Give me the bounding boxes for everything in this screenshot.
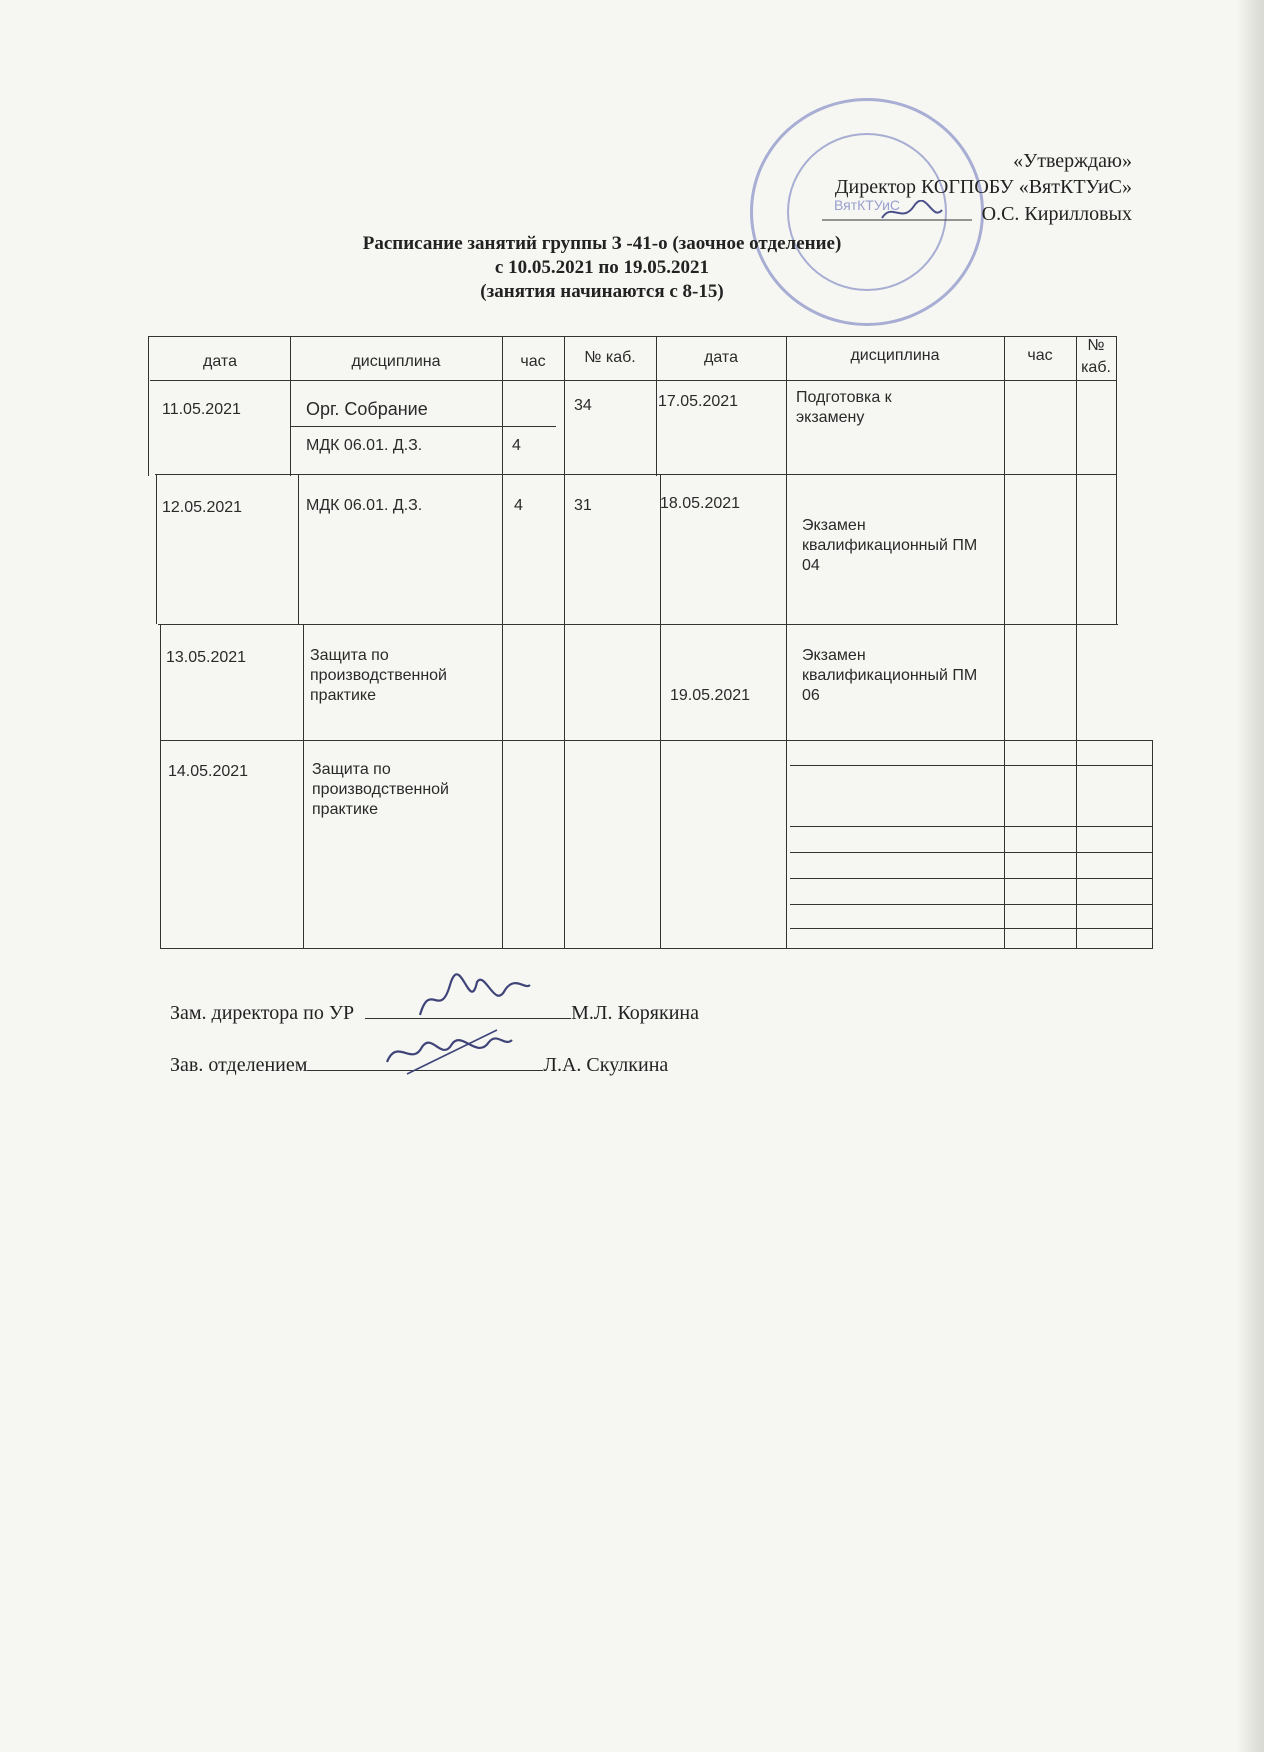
head-label: Зав. отделением xyxy=(170,1054,308,1076)
header-room-right: каб. xyxy=(1081,359,1111,376)
header-room-left: № каб. xyxy=(584,349,636,366)
col-line-8b xyxy=(1152,740,1153,949)
row1-split-line xyxy=(290,426,556,427)
schedule-title xyxy=(0,232,1264,304)
head-signature-line xyxy=(307,1052,543,1071)
director-signature-line xyxy=(822,200,982,224)
col-line-8a xyxy=(1116,336,1117,624)
col-line-0a xyxy=(148,336,149,476)
deputy-label: Зам. директора по УР xyxy=(170,1002,355,1024)
row1-discipline-a: Орг. Собрание xyxy=(306,399,428,419)
col-line-0c xyxy=(160,624,161,949)
approval-line-3: О.С. Кирилловых xyxy=(822,200,1132,227)
header-room-no-right: № xyxy=(1087,337,1105,354)
deputy-signature-line xyxy=(365,1000,571,1019)
header-discipline-left: дисциплина xyxy=(351,353,441,370)
row1-discipline-b: МДК 06.01. Д.З. xyxy=(306,437,423,454)
col-line-3 xyxy=(564,336,565,949)
col-line-4b xyxy=(660,474,661,949)
header-date-right: дата xyxy=(704,349,738,366)
grid-extra-1 xyxy=(790,765,1152,766)
deputy-name: М.Л. Корякина xyxy=(571,1002,699,1024)
grid-extra-4 xyxy=(790,878,1152,879)
title-line-1: Расписание занятий группы З -41-о (заочное отделение) xyxy=(362,233,842,254)
row1-room: 34 xyxy=(574,397,592,414)
deputy-signature xyxy=(415,970,535,1030)
row4-discipline: Защита по производственной практике xyxy=(312,761,449,818)
header-date-left: дата xyxy=(203,353,237,370)
col-line-1c xyxy=(303,624,304,949)
grid-extra-6 xyxy=(790,928,1152,929)
col-line-1b xyxy=(298,474,299,624)
grid-extra-3 xyxy=(790,852,1152,853)
row2-room: 31 xyxy=(574,497,592,514)
right-row2-date: 18.05.2021 xyxy=(660,495,741,512)
row1-date: 11.05.2021 xyxy=(162,401,241,418)
row2-discipline: МДК 06.01. Д.З. xyxy=(306,497,423,514)
row2-bottom xyxy=(158,624,1118,625)
table-header-bottom xyxy=(150,380,1116,381)
table-border-top xyxy=(148,336,1116,337)
header-discipline-right: дисциплина xyxy=(850,347,940,364)
row2-date: 12.05.2021 xyxy=(162,499,243,516)
header-hours-right: час xyxy=(1027,347,1053,364)
header-hours-left: час xyxy=(520,353,546,370)
col-line-2 xyxy=(502,336,503,949)
approval-block xyxy=(822,148,1132,227)
head-name: Л.А. Скулкина xyxy=(543,1054,669,1076)
row1-hours: 4 xyxy=(512,437,521,454)
row2-hours: 4 xyxy=(514,497,523,514)
approval-line-2: Директор КОГПОБУ «ВятКТУиС» xyxy=(834,176,1132,198)
stamp-center-text: ВятКТУиС xyxy=(833,197,901,213)
grid-extra-5 xyxy=(790,904,1152,905)
row3-date: 13.05.2021 xyxy=(166,649,247,666)
col-line-0b xyxy=(156,474,157,624)
head-signature-row xyxy=(170,1052,668,1077)
right-row1-date: 17.05.2021 xyxy=(658,393,739,410)
grid-extra-0 xyxy=(788,740,1152,741)
row4-date: 14.05.2021 xyxy=(168,763,249,780)
row1-bottom xyxy=(155,474,1117,475)
approval-line-1: «Утверждаю» xyxy=(1013,150,1132,172)
right-row3-date: 19.05.2021 xyxy=(670,687,751,704)
right-row2-discipline: Экзамен квалификационный ПМ 04 xyxy=(802,517,978,574)
title-line-2: с 10.05.2021 по 19.05.2021 xyxy=(494,257,710,278)
grid-extra-2 xyxy=(790,826,1152,827)
col-line-5 xyxy=(786,336,787,949)
row3-discipline: Защита по производственной практике xyxy=(310,647,447,704)
head-signature xyxy=(377,1022,517,1082)
col-line-7 xyxy=(1076,336,1077,949)
col-line-6 xyxy=(1004,336,1005,949)
right-row1-discipline: Подготовка к экзамену xyxy=(796,389,892,426)
title-line-3: (занятия начинаются с 8-15) xyxy=(480,281,724,302)
right-row3-discipline: Экзамен квалификационный ПМ 06 xyxy=(802,647,978,704)
